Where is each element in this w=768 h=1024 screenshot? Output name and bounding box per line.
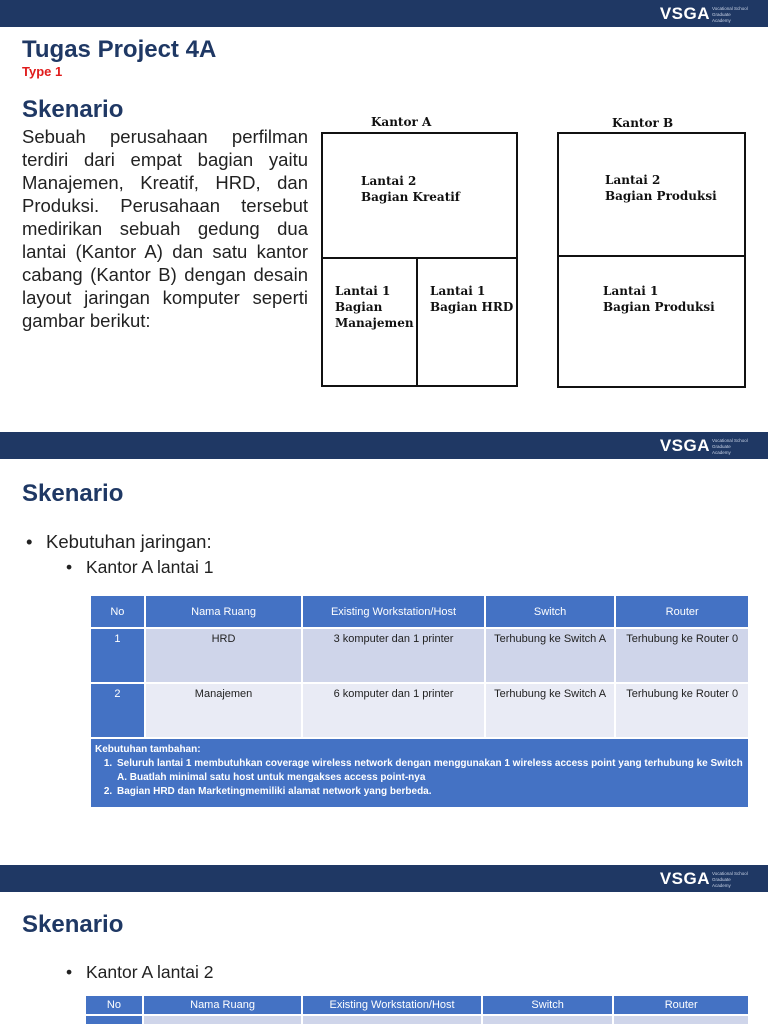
kantor-a-lantai-2-text [361, 173, 460, 205]
room-label-line: Bagian [335, 300, 383, 314]
slide-header-bar [0, 865, 768, 892]
room-label-line: Bagian Produksi [605, 189, 717, 203]
bullet-text: Kantor A lantai 2 [86, 962, 214, 982]
kantor-b-lantai-2-text [605, 172, 717, 204]
table-notes-row [90, 738, 749, 808]
table-row [85, 1015, 749, 1024]
table-cell: Terhubung ke Switch A [485, 683, 616, 738]
section-heading: Skenario [22, 480, 124, 507]
vsga-logo [660, 4, 710, 24]
table-cell: Terhubung ke Switch A [485, 628, 616, 683]
page-title: Tugas Project 4A [22, 36, 217, 63]
kantor-b-label: Kantor B [612, 116, 674, 130]
bullet-dot: • [66, 557, 73, 577]
vsga-logo [660, 869, 710, 889]
kantor-b-lantai-1-text [603, 283, 715, 315]
col-header: Switch [482, 995, 614, 1015]
col-header: Switch [485, 595, 616, 628]
vsga-logo [660, 436, 710, 456]
col-header: No [90, 595, 145, 628]
bullet-dot: • [26, 531, 33, 552]
room-label-line: Manajemen [335, 316, 414, 330]
sub-bullet-item [66, 557, 213, 578]
logo-text: VSGA [659, 4, 710, 23]
table-cell [143, 1015, 302, 1024]
notes-title: Kebutuhan tambahan: [95, 744, 201, 755]
table-cell: Manajemen [145, 683, 302, 738]
notes-item: 2. Bagian HRD dan Marketingmemiliki alamat network yang berbeda. [115, 785, 744, 799]
col-header: Existing Workstation/Host [302, 595, 485, 628]
bullet-text: Kebutuhan jaringan: [46, 531, 212, 552]
table-cell: 3 komputer dan 1 printer [302, 628, 485, 683]
table-notes-cell [90, 738, 749, 808]
table-header-row [85, 995, 749, 1015]
table-cell: 1 [90, 628, 145, 683]
table-cell [302, 1015, 482, 1024]
kantor-a-hrd-room [416, 257, 518, 387]
page-subtitle: Type 1 [22, 64, 63, 79]
table-cell [85, 1015, 143, 1024]
notes-item: 1. Seluruh lantai 1 membutuhkan coverage wireless network dengan menggunakan 1 wireless access point yang terhubung ke Switch A. Buatlah minimal satu host untuk mengakses access point-nya [115, 757, 744, 785]
logo-subtitle: Vocational School Graduate Academy [712, 438, 748, 455]
network-table [84, 994, 750, 1024]
kantor-b-lantai-1-room [557, 255, 746, 388]
table-cell: 6 komputer dan 1 printer [302, 683, 485, 738]
logo-text: VSGA [659, 869, 710, 888]
table-header-row [90, 595, 749, 628]
slide-header-bar [0, 0, 768, 27]
room-label-line: Bagian Kreatif [361, 190, 460, 204]
kantor-a-manajemen-text [335, 283, 414, 331]
room-label-line: Bagian HRD [430, 300, 514, 314]
sub-bullet-item [66, 962, 213, 983]
col-header: Nama Ruang [143, 995, 302, 1015]
bullet-text: Kantor A lantai 1 [86, 557, 214, 577]
network-table [89, 594, 750, 809]
room-label-line: Bagian Produksi [603, 300, 715, 314]
room-label-line: Lantai 2 [361, 174, 417, 188]
slide-2 [0, 432, 768, 865]
room-label-line: Lantai 1 [603, 284, 659, 298]
logo-subtitle: Vocational School Graduate Academy [712, 871, 748, 888]
table-cell [613, 1015, 749, 1024]
col-header: No [85, 995, 143, 1015]
col-header: Nama Ruang [145, 595, 302, 628]
slide-3 [0, 865, 768, 1024]
room-label-line: Lantai 2 [605, 173, 661, 187]
bullet-item [26, 531, 212, 553]
room-label-line: Lantai 1 [335, 284, 391, 298]
table-cell: 2 [90, 683, 145, 738]
table-cell: HRD [145, 628, 302, 683]
table-row [90, 683, 749, 738]
slide-1 [0, 0, 768, 432]
col-header: Existing Workstation/Host [302, 995, 482, 1015]
section-heading: Skenario [22, 911, 124, 938]
table-cell [482, 1015, 614, 1024]
room-label-line: Lantai 1 [430, 284, 486, 298]
section-heading: Skenario [22, 96, 124, 123]
table-cell: Terhubung ke Router 0 [615, 683, 749, 738]
notes-list [95, 757, 744, 799]
slide-header-bar [0, 432, 768, 459]
bullet-dot: • [66, 962, 73, 982]
kantor-a-hrd-text [430, 283, 513, 315]
logo-subtitle: Vocational School Graduate Academy [712, 6, 748, 23]
table-cell: Terhubung ke Router 0 [615, 628, 749, 683]
col-header: Router [613, 995, 749, 1015]
scenario-paragraph: Sebuah perusahaan perfilman terdiri dari empat bagian yaitu Manajemen, Kreatif, HRD, dan Produksi. Perusahaan tersebut medirikan sebuah gedung dua lantai (Kantor A) dan satu kantor cabang (Kantor B) dengan desain layout jaringan komputer seperti gambar berikut: [22, 126, 308, 331]
kantor-a-label: Kantor A [371, 115, 432, 129]
col-header: Router [615, 595, 749, 628]
table-row [90, 628, 749, 683]
logo-text: VSGA [659, 436, 710, 455]
